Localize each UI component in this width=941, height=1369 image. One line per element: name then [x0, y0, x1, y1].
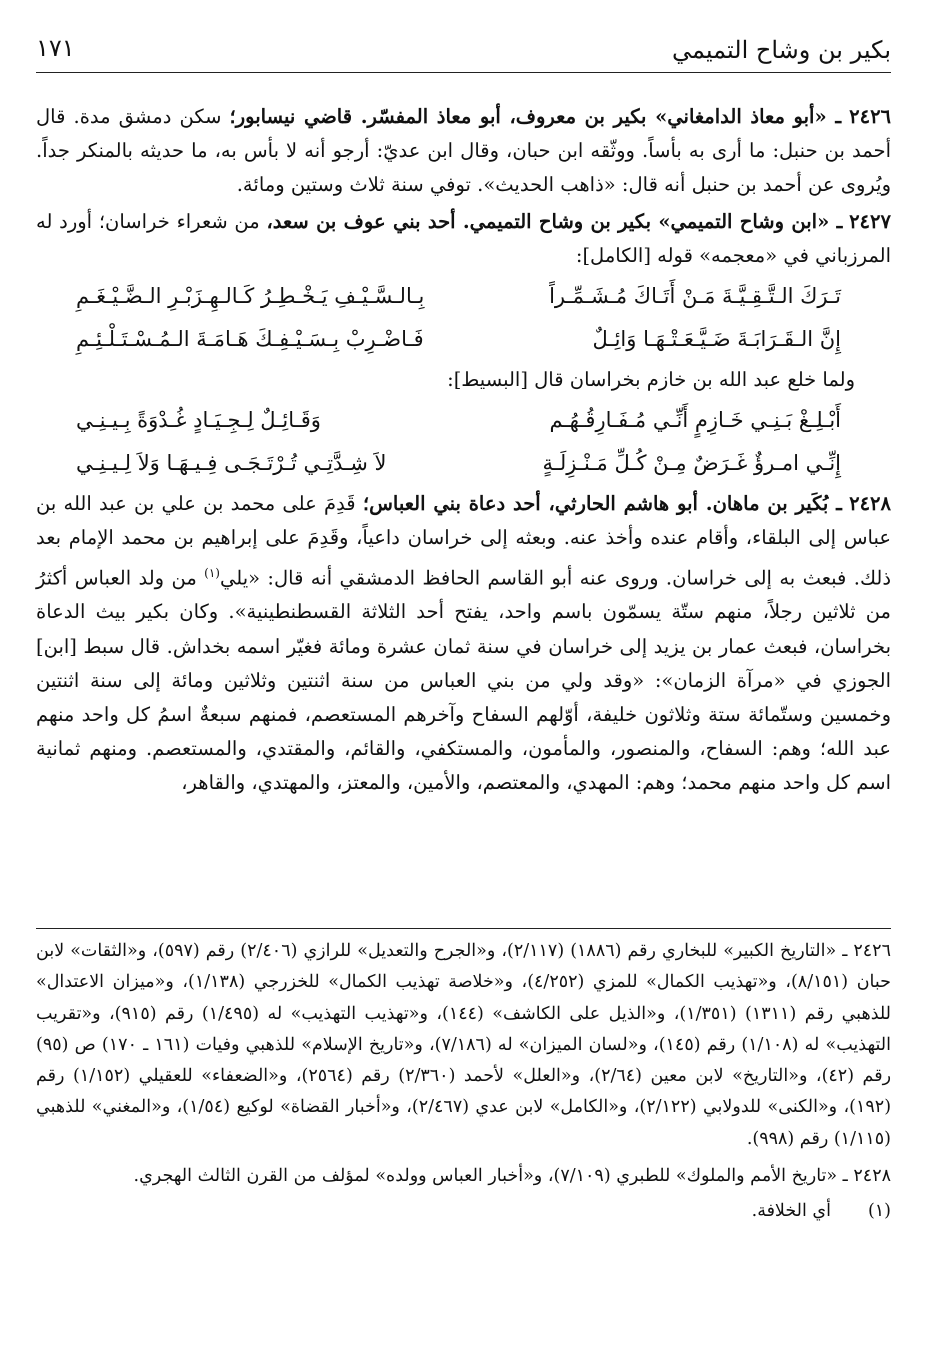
entry-text: من شعراء خراسان؛ أورد له المرزباني في «معجمه» قوله [الكامل]: — [36, 209, 891, 267]
entry-text: سكن دمشق مدة. قال أحمد بن حنبل: ما أرى به بأساً. ووثّقه ابن حبان، وقال ابن عديّ: أرجو أنه لا بأس به، ما حديثه بالمنكر جداً. ويُروى عن أحمد بن حنبل أنه قال: «ذاهب الحديث». توفي سنة ثلاث وستين ومائة. — [36, 105, 891, 197]
footnotes — [36, 936, 891, 1228]
hemistich: وَقَـائِـلٌ لِـجِـيَـادٍ غُـدْوَةً بِـيـنِـي — [76, 408, 321, 433]
hemistich: لاَ شِـدَّتِـي تُـرْتَـجَـى فِـيـهَـا وَلاَ لِـيـنِـي — [76, 451, 387, 476]
entry-number: ٢٤٢٧ — [849, 209, 891, 233]
hemistich: فَـاضْـرِبْ بِـسَـيْـفِـكَ هَـامَـةَ الـمُـسْـتَـلْـئِـمِ — [76, 327, 424, 352]
verse-line — [36, 442, 891, 485]
hemistich: تَـرَكَ الـتَّـقِـيَّـةَ مَـنْ أَتَـاكَ مُـشَـمِّـراً — [549, 284, 841, 309]
source-note-2426: ٢٤٢٦ ـ «التاريخ الكبير» للبخاري رقم (١٨٨٦) (٢/١١٧)، و«الجرح والتعديل» للرازي (٢/٤٠٦) رقم (٥٩٧)، و«الثقات» لابن حبان (٨/١٥١)، و«تهذيب الكمال» للمزي (٤/٢٥٢)، و«خلاصة تهذيب الكمال» للخزرجي (١/١٣٨)، و«ميزان الاعتدال» للذهبي رقم (١٣١١) (١/٣٥١)، و«الذيل على الكاشف» (١٤٤)، و«تهذيب التهذيب» له (١/٤٩٥) رقم (٩١٥)، و«تقريب التهذيب» له (١/١٠٨) رقم (١٤٥)، و«لسان الميزان» له (٧/١٨٦)، و«تاريخ الإسلام» للذهبي وفيات (١٦١ ـ ١٧٠) ص (٩٥) رقم (٤٢)، و«التاريخ» لابن معين (٢/٦٤)، و«العلل» لأحمد (٢/٣٦٠) رقم (٢٥٦٤)، و«الضعفاء» للعقيلي (١/١٥٢) رقم (١٩٢)، و«الكنى» للدولابي (٢/١٢٢)، و«الكامل» لابن عدي (٢/٤٦٧)، و«أخبار القضاة» لوكيع (١/٥٤)، و«المغني» للذهبي (١/١١٥) رقم (٩٩٨). — [36, 941, 892, 1149]
footnote-separator — [36, 928, 891, 929]
entry-2426: ٢٤٢٦ ـ «أبو معاذ الدامغاني» بكير بن معروف، أبو معاذ المفسّر. قاضي نيسابور؛ سكن دمشق مدة. قال أحمد بن حنبل: ما أرى به بأساً. ووثّقه ابن حبان، وقال ابن عديّ: أرجو أنه لا بأس به، ما حديثه بالمنكر جداً. ويُروى عن أحمد بن حنبل أنه قال: «ذاهب الحديث». توفي سنة ثلاث وستين ومائة. — [36, 105, 892, 197]
running-header — [36, 28, 891, 73]
entry-2428: ٢٤٢٨ ـ بُكَير بن ماهان. أبو هاشم الحارثي، أحد دعاة بني العباس؛ قَدِمَ على محمد بن علي بن عبد الله بن عباس إلى البلقاء، وأقام عنده وأخذ عنه. وبعثه إلى خراسان داعياً، وقَدِمَ على إبراهيم بن محمد الإمام بعد ذلك. فبعث به إلى خراسان. وروى عنه أبو القاسم الحافظ الدمشقي أنه قال: «يلي$^{(١)}$ من ولد العباس أكثرُ من ثلاثين رجلاً، منهم ستّة يسمّون باسم واحد، يفتح أحد الثلاثة القسطنطينية». وكان بكير بيث الدعاة بخراسان، فبعث عمار بن يزيد إلى خراسان في سنة ثمان عشرة ومائة فغيّر اسمه بخداش. قال سبط [ابن] الجوزي في «مرآة الزمان»: «وقد ولي من بني العباس من سنة اثنتين وثلاثين ومائة إلى سنة اثنتين وخمسين وستّمائة ستة وثلاثون خليفة، أوّلهم السفاح وآخرهم المستعصم، فمنهم سبعةٌ اسمُ كل واحد منهم عبد الله؛ وهم: السفاح، والمنصور، والمأمون، والمستكفي، والقائم، والمقتدي، والمستعصم. ومنهم ثمانية اسم كل واحد منهم محمد؛ وهم: المهدي، والمعتصم، والأمين، والمعتز، والمهتدي، والقاهر، — [36, 492, 891, 795]
poem-kamil — [36, 275, 891, 361]
source-note-2428: ٢٤٢٨ ـ «تاريخ الأمم والملوك» للطبري (٧/١٠٩)، و«أخبار العباس وولده» لمؤلف من القرن الثالث الهجري. — [133, 1166, 891, 1187]
poem-intro: ولما خلع عبد الله بن خازم بخراسان قال [البسيط]: — [447, 368, 855, 392]
entry-number: ٢٤٢٨ — [849, 492, 891, 516]
main-text — [36, 100, 891, 801]
footnote-number: (١) — [867, 1201, 891, 1222]
entry-text: قَدِمَ على محمد بن علي بن عبد الله بن عباس إلى البلقاء، وأقام عنده وأخذ عنه. وبعثه إلى خراسان داعياً، وقَدِمَ على إبراهيم بن محمد الإمام بعد ذلك. فبعث به إلى خراسان. وروى عنه أبو القاسم الحافظ الدمشقي أنه قال: «يلي — [36, 492, 891, 590]
entry-number: ٢٤٢٦ — [849, 105, 892, 128]
entry-text-cont: من ولد العباس أكثرُ من ثلاثين رجلاً، منهم ستّة يسمّون باسم واحد، يفتح أحد الثلاثة القسطنطينية». وكان بكير بيث الدعاة بخراسان، فبعث عمار بن يزيد إلى خراسان في سنة ثمان عشرة ومائة فغيّر اسمه بخداش. قال سبط [ابن] الجوزي في «مرآة الزمان»: «وقد ولي من بني العباس من سنة اثنتين وثلاثين ومائة إلى سنة اثنتين وخمسين وستّمائة ستة وثلاثون خليفة، أوّلهم السفاح وآخرهم المستعصم، فمنهم سبعةٌ اسمُ كل واحد منهم عبد الله؛ وهم: السفاح، والمنصور، والمأمون، والمستكفي، والقائم، والمقتدي، والمستعصم. ومنهم ثمانية اسم كل واحد منهم محمد؛ وهم: المهدي، والمعتصم، والأمين، والمعتز، والمهتدي، والقاهر، — [36, 566, 891, 795]
entry-heading: بُكَير بن ماهان. أبو هاشم الحارثي، أحد دعاة بني العباس؛ — [362, 492, 829, 516]
hemistich: إِنَّ الـقَـرَابَـةَ ضَـيَّـعَـتْـهَـا وَائِـلٌ — [592, 327, 841, 352]
entry-heading: «ابن وشاح التميمي» بكير بن وشاح التميمي. أحد بني عوف بن سعد، — [266, 209, 830, 233]
hemistich: أَبْـلِـغْ بَـنِـي خَـازِمٍ أَنِّـي مُـفَـارِقُـهُـم — [549, 408, 841, 433]
hemistich: إِنِّـي امـرؤٌ غَـرَضٌ مِـنْ كُـلِّ مَـنْـزِلَـةٍ — [542, 451, 841, 476]
verse-line — [36, 399, 891, 442]
hemistich: بِـالـسَّـيْـفِ يَـخْـطِـرُ كَـالـهِـزَبْـرِ الـضَّـيْـغَـمِ — [76, 284, 425, 309]
footnote-ref[interactable]: (١) — [204, 565, 220, 580]
entry-2427: ٢٤٢٧ ـ «ابن وشاح التميمي» بكير بن وشاح التميمي. أحد بني عوف بن سعد، من شعراء خراسان؛ أورد له المرزباني في «معجمه» قوله [الكامل]: تَـرَكَ الـتَّـقِـيَّـةَ مَـنْ أَتَـاكَ مُـشَـمِّـراً بِـالـسَّـيْـفِ يَـخْـطِـرُ كَـالـهِـزَبْـرِ الـضَّـيْـغَـمِ إِنَّ الـقَـرَابَـةَ ضَـيَّـعَـتْـهَـا وَائِـلٌ فَـاضْـرِبْ بِـسَـيْـفِـكَ هَـامَـةَ الـمُـسْـتَـلْـئِـمِ ولما خلع عبد الله بن خازم بخراسان قال [البسيط]: أَبْـلِـغْ بَـنِـي خَـازِمٍ أَنِّـي مُـفَـارِقُـهُـم وَقَـائِـلٌ لِـجِـيَـادٍ غُـدْوَةً بِـيـنِـي إِنِّـي امـرؤٌ غَـرَضٌ مِـنْ كُـلِّ مَـنْـزِلَـةٍ لاَ شِـدَّتِـي تُـرْتَـجَـى فِـيـهَـا وَلاَ لِـيـنِـي — [36, 205, 891, 486]
verse-line — [36, 318, 891, 361]
entry-heading: «أبو معاذ الدامغاني» بكير بن معروف، أبو معاذ المفسّر. قاضي نيسابور؛ — [229, 105, 827, 128]
footnote-text: أي الخلافة. — [751, 1201, 831, 1222]
page-number: ١٧١ — [36, 34, 75, 62]
running-title: بكير بن وشاح التميمي — [672, 36, 891, 64]
poem-basit — [36, 399, 891, 485]
footnote-1 — [36, 1196, 891, 1227]
verse-line — [36, 275, 891, 318]
